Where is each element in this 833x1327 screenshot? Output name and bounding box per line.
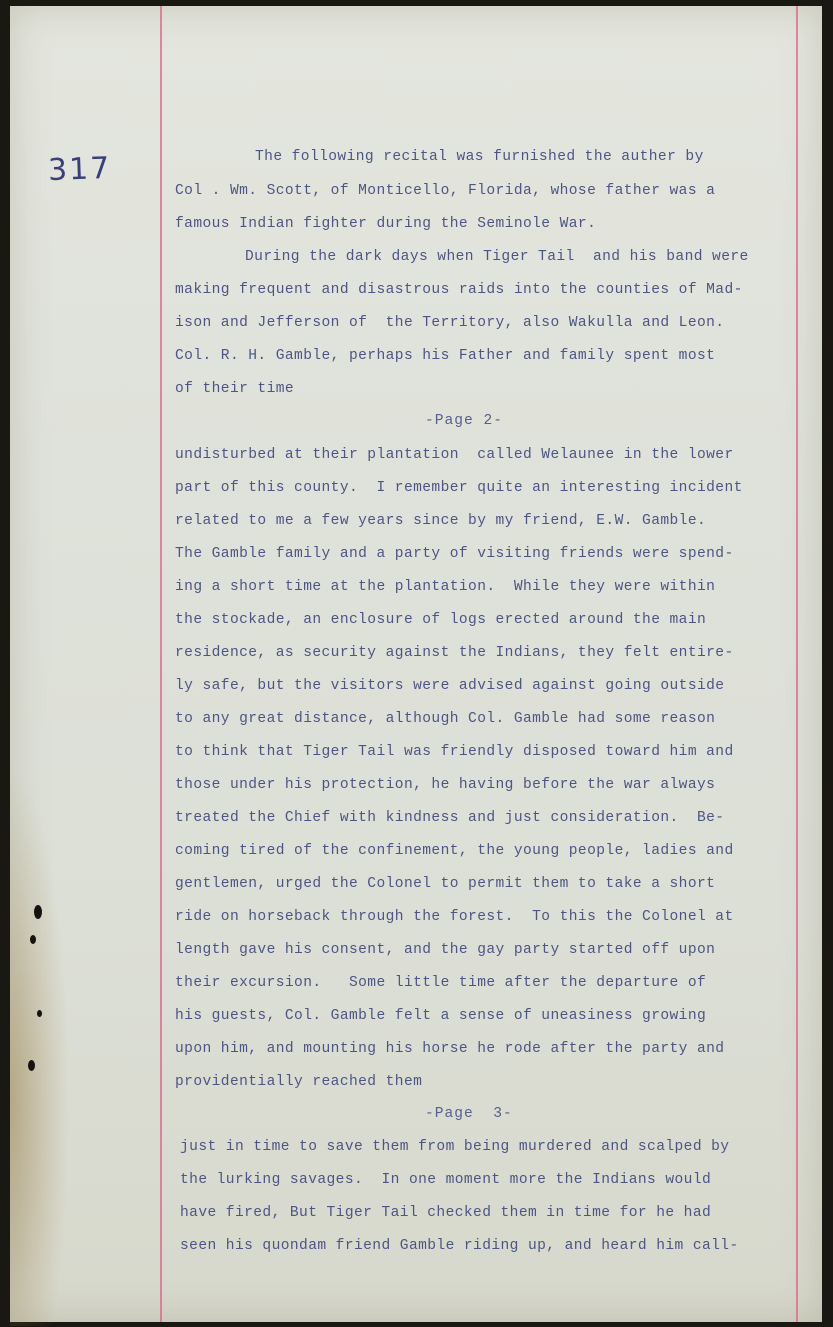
text-line: ly safe, but the visitors were advised against going outside <box>175 678 725 694</box>
text-line: ison and Jefferson of the Territory, also Wakulla and Leon. <box>175 315 725 331</box>
text-line: The Gamble family and a party of visiting friends were spend- <box>175 546 734 562</box>
text-line: Col. R. H. Gamble, perhaps his Father and family spent most <box>175 348 716 364</box>
paper-hole <box>34 905 42 919</box>
text-line: famous Indian fighter during the Seminole War. <box>175 216 597 232</box>
page-marker: -Page 3- <box>425 1106 513 1122</box>
text-line: ride on horseback through the forest. To this the Colonel at <box>175 909 734 925</box>
text-line: his guests, Col. Gamble felt a sense of uneasiness growing <box>175 1008 707 1024</box>
paper-hole <box>28 1060 35 1071</box>
text-line: the stockade, an enclosure of logs erected around the main <box>175 612 707 628</box>
paper-hole <box>30 935 36 944</box>
text-line: the lurking savages. In one moment more the Indians would <box>180 1172 712 1188</box>
text-line: The following recital was furnished the auther by <box>255 149 704 165</box>
page-marker: -Page 2- <box>425 413 504 429</box>
text-line: upon him, and mounting his horse he rode after the party and <box>175 1041 725 1057</box>
text-line: undisturbed at their plantation called Welaunee in the lower <box>175 447 734 463</box>
paper-hole <box>37 1010 42 1017</box>
right-margin-rule <box>796 6 798 1322</box>
text-line: their excursion. Some little time after the departure of <box>175 975 707 991</box>
text-line: residence, as security against the Indians, they felt entire- <box>175 645 734 661</box>
text-line: just in time to save them from being murdered and scalped by <box>180 1139 730 1155</box>
text-line: making frequent and disastrous raids into the counties of Mad- <box>175 282 743 298</box>
text-line: Col . Wm. Scott, of Monticello, Florida, whose father was a <box>175 183 716 199</box>
text-line: treated the Chief with kindness and just consideration. Be- <box>175 810 725 826</box>
text-line: seen his quondam friend Gamble riding up, and heard him call- <box>180 1238 739 1254</box>
text-line: gentlemen, urged the Colonel to permit them to take a short <box>175 876 716 892</box>
text-line: coming tired of the confinement, the young people, ladies and <box>175 843 734 859</box>
text-line: have fired, But Tiger Tail checked them in time for he had <box>180 1205 712 1221</box>
text-line: to think that Tiger Tail was friendly disposed toward him and <box>175 744 734 760</box>
water-stain <box>10 766 70 1326</box>
text-line: those under his protection, he having before the war always <box>175 777 716 793</box>
text-line: providentially reached them <box>175 1074 423 1090</box>
handwritten-page-number: 317 <box>47 150 112 189</box>
text-line: related to me a few years since by my friend, E.W. Gamble. <box>175 513 707 529</box>
text-line: ing a short time at the plantation. While they were within <box>175 579 716 595</box>
text-line: length gave his consent, and the gay party started off upon <box>175 942 716 958</box>
text-line: of their time <box>175 381 295 397</box>
text-line: During the dark days when Tiger Tail and his band were <box>245 249 749 265</box>
text-line: part of this county. I remember quite an interesting incident <box>175 480 743 496</box>
document-page <box>10 6 822 1322</box>
left-margin-rule <box>160 6 162 1322</box>
text-line: to any great distance, although Col. Gamble had some reason <box>175 711 716 727</box>
